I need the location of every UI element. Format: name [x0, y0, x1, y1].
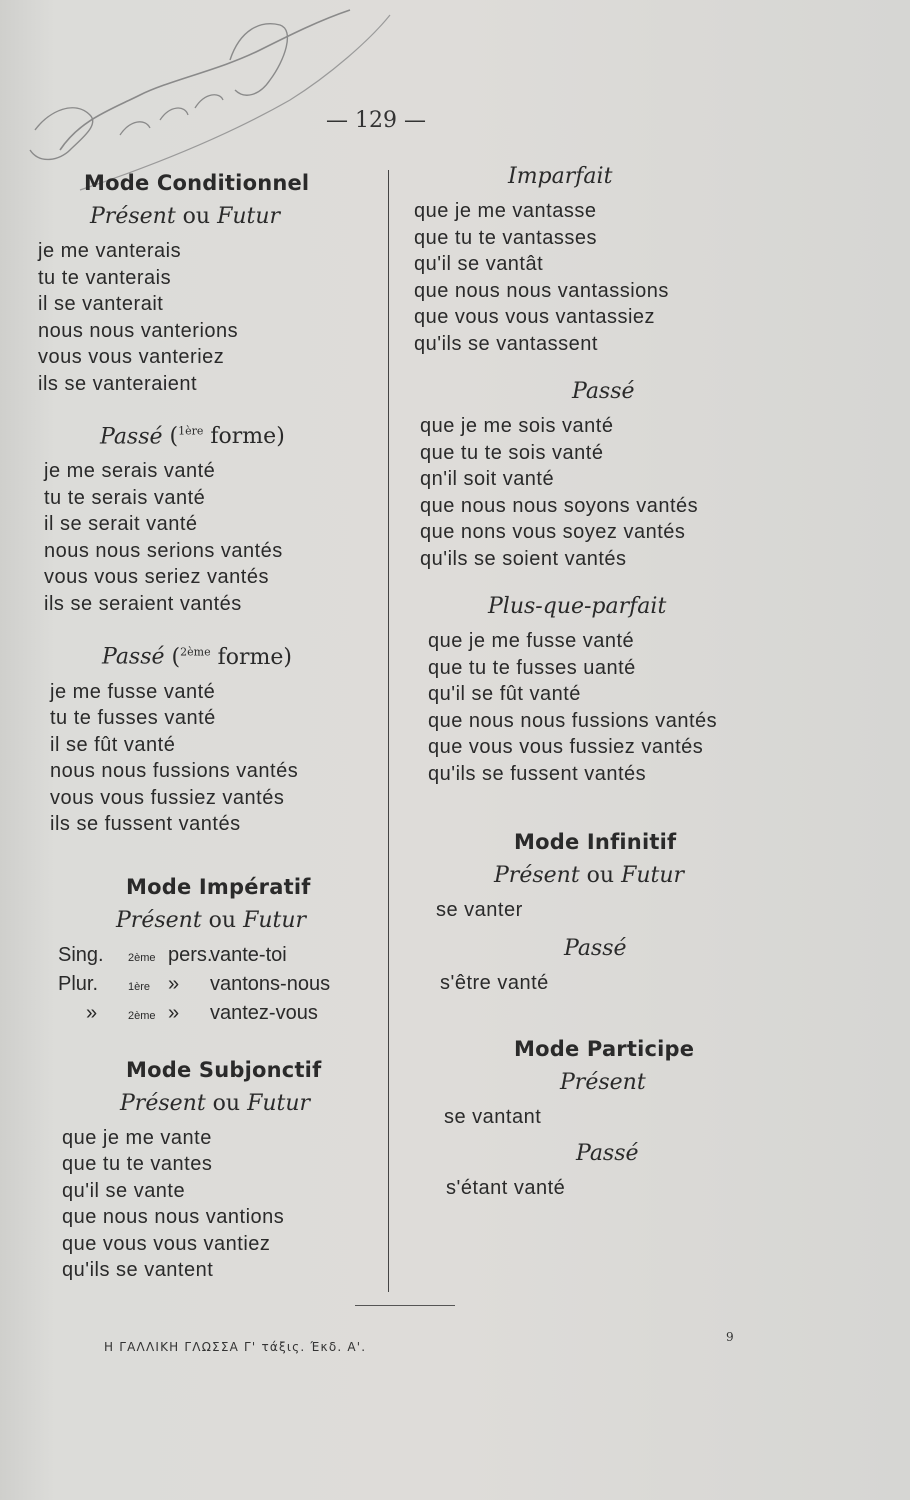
mode-conditionnel-heading: Mode Conditionnel — [84, 171, 310, 195]
list-item: que vous vous fussiez vantés — [428, 736, 704, 758]
conditionnel-present-heading: Présent ou Futur — [90, 204, 281, 229]
list-item: que vous vous vantiez — [62, 1232, 271, 1255]
list-item: qu'il se fût vanté — [428, 683, 581, 705]
list-item: que je me fusse vanté — [428, 630, 635, 652]
column-divider — [388, 170, 389, 1292]
conditionnel-passe2-list — [50, 679, 368, 838]
list-item: je me serais vanté — [44, 460, 216, 483]
conditionnel-passe1-heading: Passé ($^{1ère}$ forme) — [100, 424, 285, 450]
subjonctif-passe-heading: Passé — [572, 379, 635, 404]
list-item: que nous nous soyons vantés — [420, 494, 699, 517]
list-item: qu'il se vantât — [414, 253, 544, 275]
imperatif-present-heading: Présent ou Futur — [116, 907, 307, 933]
list-item: vous vous fussiez vantés — [50, 786, 285, 809]
list-item: que nons vous soyez vantés — [420, 521, 686, 543]
list-item: que tu te vantes — [62, 1153, 213, 1176]
list-item: qu'il se vante — [62, 1179, 186, 1202]
mode-imperatif-heading: Mode Impératif — [126, 874, 311, 899]
list-item: que nous nous fussions vantés — [428, 709, 718, 732]
imparfait-list — [414, 198, 742, 357]
subjonctif-passe-list — [420, 413, 742, 572]
list-item: vous vous vanteriez — [38, 346, 225, 368]
list-item: que tu te fusses uanté — [428, 656, 636, 679]
imperatif-table — [58, 942, 368, 1029]
list-item: que vous vous vantassiez — [414, 306, 656, 328]
footer-text: Η ΓΑΛΛΙΚΗ ΓΛΩΣΣΑ Γ' τάξις. Έκδ. Α'. — [104, 1340, 367, 1354]
list-item: qn'il soit vanté — [420, 468, 555, 490]
list-item: que tu te sois vanté — [420, 441, 604, 464]
conditionnel-present-list — [38, 238, 368, 397]
table-row: » 2ème » vantez-vous — [86, 1001, 318, 1024]
participe-present-heading: Présent — [560, 1070, 646, 1095]
list-item: que je me sois vanté — [420, 415, 614, 437]
mode-subjonctif-heading: Mode Subjonctif — [126, 1057, 322, 1082]
mode-infinitif-heading: Mode Infinitif — [514, 830, 677, 854]
footer-rule — [355, 1305, 455, 1306]
list-item: ils se vanteraient — [38, 372, 198, 395]
list-item: nous nous serions vantés — [44, 539, 283, 562]
plus-que-parfait-list — [428, 628, 742, 787]
imparfait-heading: Imparfait — [508, 164, 613, 189]
infinitif-passe-value: s'être vanté — [440, 971, 549, 994]
list-item: que nous nous vantassions — [414, 279, 669, 302]
list-item: vous vous seriez vantés — [44, 566, 269, 589]
list-item: nous nous vanterions — [38, 319, 239, 342]
list-item: tu te fusses vanté — [50, 707, 216, 730]
list-item: que je me vante — [62, 1126, 212, 1149]
participe-passe-value: s'étant vanté — [446, 1176, 566, 1199]
list-item: qu'ils se vantent — [62, 1259, 214, 1282]
table-row: Sing. 2ème pers. vante-toi — [58, 943, 287, 966]
subjonctif-present-list — [62, 1125, 368, 1284]
list-item: nous nous fussions vantés — [50, 760, 299, 783]
list-item: il se vanterait — [38, 293, 164, 315]
sheet-number: 9 — [726, 1330, 734, 1344]
mode-participe-heading: Mode Participe — [514, 1037, 695, 1061]
list-item: je me fusse vanté — [50, 680, 216, 703]
list-item: que tu te vantasses — [414, 226, 597, 249]
table-row: Plur. 1ère » vantons-nous — [58, 972, 331, 995]
list-item: il se serait vanté — [44, 513, 198, 536]
list-item: il se fût vanté — [50, 733, 176, 756]
list-item: ils se fussent vantés — [50, 813, 241, 836]
plus-que-parfait-heading: Plus-que-parfait — [488, 594, 667, 619]
right-column — [412, 158, 742, 1201]
list-item: qu'ils se soient vantés — [420, 547, 627, 570]
conditionnel-passe2-heading: Passé ($^{2ème}$ forme) — [102, 644, 292, 670]
infinitif-present-value: se vanter — [436, 899, 523, 921]
list-item: je me vanterais — [38, 240, 182, 262]
list-item: tu te serais vanté — [44, 486, 206, 509]
list-item: que je me vantasse — [414, 200, 597, 222]
list-item: que nous nous vantions — [62, 1206, 285, 1229]
subjonctif-present-heading: Présent ou Futur — [120, 1090, 311, 1116]
participe-passe-heading: Passé — [576, 1140, 639, 1166]
left-column — [38, 168, 368, 1304]
infinitif-passe-heading: Passé — [564, 935, 627, 961]
participe-present-value: se vantant — [444, 1106, 542, 1128]
list-item: ils se seraient vantés — [44, 592, 242, 615]
conditionnel-passe1-list — [44, 458, 368, 617]
infinitif-present-heading: Présent ou Futur — [494, 863, 685, 888]
page-number: — 129 — — [326, 108, 426, 133]
list-item: qu'ils se fussent vantés — [428, 762, 647, 785]
list-item: qu'ils se vantassent — [414, 332, 598, 355]
list-item: tu te vanterais — [38, 266, 172, 289]
